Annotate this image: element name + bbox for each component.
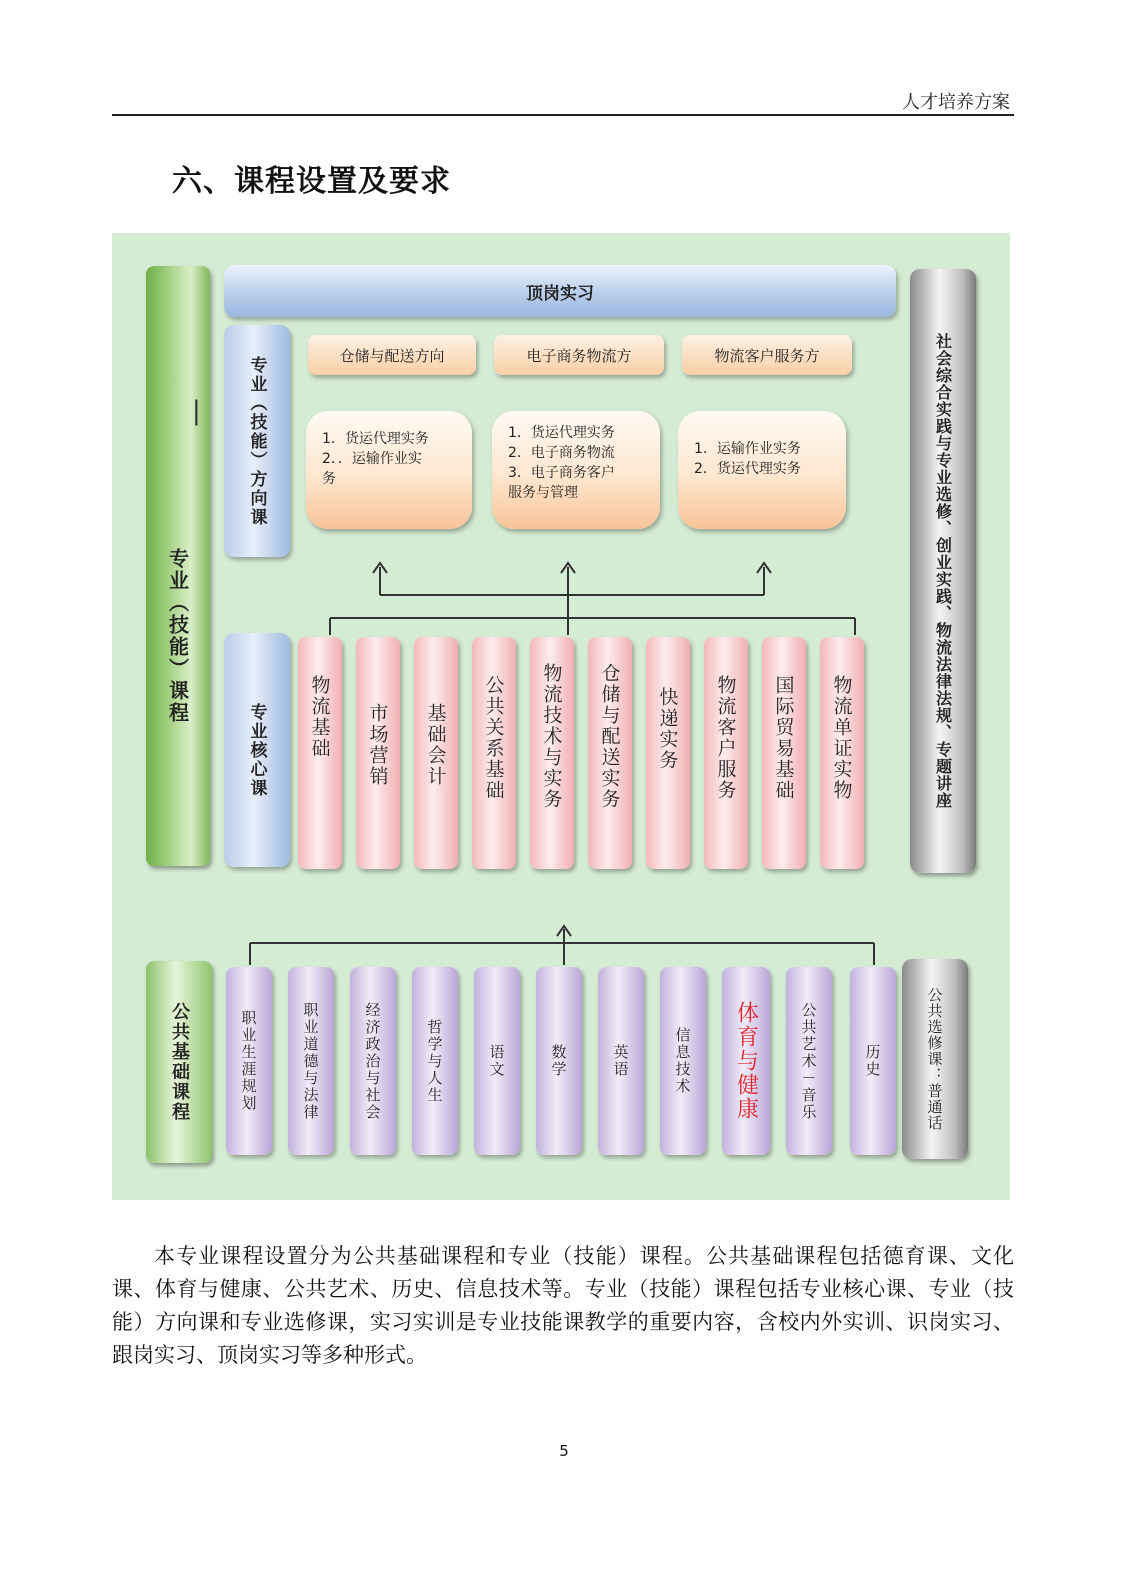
public-course xyxy=(786,967,832,1155)
core-course-text: 物流客户服务 xyxy=(714,675,737,801)
public-course-text: 经济政治与社会 xyxy=(363,1001,382,1121)
card-item: 2．货运代理实务 xyxy=(694,461,801,477)
direction-tab-text: 仓储与配送方向 xyxy=(339,346,445,365)
core-course-text: 市场营销 xyxy=(366,703,389,787)
public-course-text: 哲学与人生 xyxy=(425,1018,444,1104)
public-course xyxy=(474,967,520,1155)
direction-tab-ecommerce xyxy=(494,335,664,375)
core-course-text: 仓储与配送实务 xyxy=(598,663,621,810)
public-course xyxy=(288,967,334,1155)
professional-course-label-text: 专业（技能）课程 xyxy=(165,548,190,724)
core-course xyxy=(530,637,574,869)
public-course-text: 体育与健康 xyxy=(733,1001,759,1121)
social-practice-label-text: 社会综合实践与专业选修、创业实践、物流法律法规、专题讲座 xyxy=(933,333,953,809)
public-course-text: 职业生涯规划 xyxy=(239,1010,258,1112)
core-course xyxy=(414,637,458,869)
curriculum-diagram xyxy=(112,233,1010,1200)
public-course xyxy=(412,967,458,1155)
core-course xyxy=(762,637,806,869)
page-number: 5 xyxy=(559,1442,569,1460)
core-course xyxy=(646,637,690,869)
direction-card-ecommerce xyxy=(492,411,660,529)
internship-bar-text: 顶岗实习 xyxy=(526,283,594,304)
public-course-label xyxy=(146,961,212,1163)
core-course-text: 物流基础 xyxy=(308,675,331,759)
public-course xyxy=(850,967,896,1155)
public-course-text: 数学 xyxy=(549,1044,568,1078)
core-course-text: 公共关系基础 xyxy=(482,675,505,801)
professional-course-label xyxy=(146,266,210,866)
public-course xyxy=(226,967,272,1155)
core-course-text: 国际贸易基础 xyxy=(772,675,795,801)
card-item: 1．货运代理实务 xyxy=(322,431,429,447)
public-course-text: 信息技术 xyxy=(673,1027,692,1095)
card-item: 务 xyxy=(322,471,336,487)
left-mark: | xyxy=(192,396,201,426)
public-course-highlight xyxy=(722,967,770,1155)
public-course xyxy=(660,967,706,1155)
body-paragraph: 本专业课程设置分为公共基础课程和专业（技能）课程。公共基础课程包括德育课、文化课、体育与健康、公共艺术、历史、信息技术等。专业（技能）课程包括专业核心课、专业（技能）方向课和专业选修课，实习实训是专业技能课教学的重要内容，含校内外实训、识岗实习、跟岗实习、顶岗实习等多种形式。 xyxy=(112,1244,1014,1367)
direction-card-warehouse xyxy=(306,411,472,529)
core-course-text: 基础会计 xyxy=(424,703,447,787)
public-elective-label-text: 公共选修课：普通话 xyxy=(925,987,944,1131)
core-course xyxy=(704,637,748,869)
core-course-label-text: 专业核心课 xyxy=(246,702,267,798)
direction-card-customer xyxy=(678,411,846,529)
public-course-label-text: 公共基础课程 xyxy=(169,1002,190,1122)
core-course xyxy=(588,637,632,869)
card-item: 2．电子商务物流 xyxy=(508,445,615,461)
public-course-text: 职业道德与法律 xyxy=(301,1001,320,1121)
social-practice-label xyxy=(910,269,976,873)
core-course-text: 快递实务 xyxy=(656,687,679,771)
public-course xyxy=(598,967,644,1155)
header-rule xyxy=(112,114,1014,116)
core-course xyxy=(298,637,342,869)
public-course xyxy=(350,967,396,1155)
card-item: 2．．运输作业实 xyxy=(322,451,422,467)
public-course-text: 语文 xyxy=(487,1044,506,1078)
core-course xyxy=(472,637,516,869)
card-item: 1．运输作业实务 xyxy=(694,441,801,457)
core-course-label xyxy=(224,633,290,867)
direction-tab-customer xyxy=(682,335,852,375)
public-course xyxy=(536,967,582,1155)
section-title: 六、课程设置及要求 xyxy=(172,164,451,199)
card-item: 3．电子商务客户 xyxy=(508,465,615,481)
direction-tab-text: 电子商务物流方 xyxy=(526,346,632,365)
direction-course-label-text: 专业（技能）方向课 xyxy=(246,355,267,527)
core-course xyxy=(356,637,400,869)
core-course xyxy=(820,637,864,869)
public-course-text: 英语 xyxy=(611,1044,630,1078)
core-course-text: 物流单证实物 xyxy=(830,675,853,801)
direction-tab-text: 物流客户服务方 xyxy=(714,346,820,365)
card-item: 服务与管理 xyxy=(508,485,578,501)
internship-bar xyxy=(224,265,896,317)
core-course-text: 物流技术与实务 xyxy=(540,663,563,810)
public-course-text: 历史 xyxy=(863,1044,882,1078)
public-elective-label xyxy=(902,959,968,1159)
card-item: 1．货运代理实务 xyxy=(508,425,615,441)
public-course-text: 公共艺术－音乐 xyxy=(799,1001,818,1121)
header-text: 人才培养方案 xyxy=(902,92,1010,113)
direction-tab-warehouse xyxy=(308,335,476,375)
direction-course-label xyxy=(224,325,290,557)
